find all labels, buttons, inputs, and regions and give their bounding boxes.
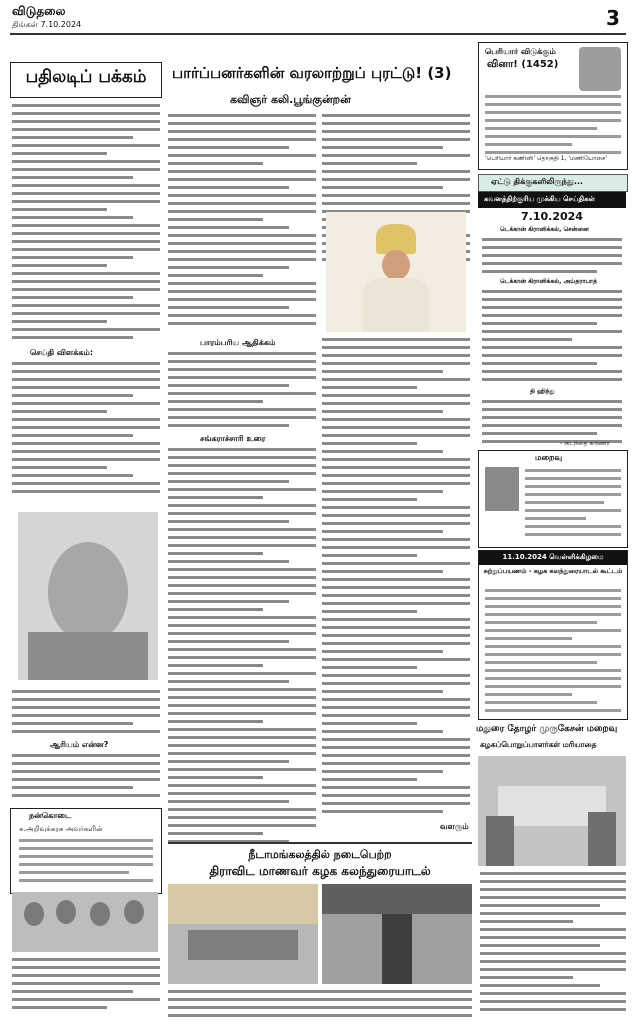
bottom-feature-rule	[168, 842, 472, 844]
tribute-text	[480, 872, 626, 1016]
tribute-subhead: கழகப்பொறுப்பாளர்கள் மரியாதை	[480, 740, 597, 749]
page-number: 3	[606, 6, 620, 30]
periyar-box-title: பெரியார் விடுக்கும்	[485, 47, 556, 56]
left-question: ஆரியம் என்ன?	[50, 740, 109, 749]
source-2: டெக்கான் கிரானிக்கல், அய்தராபாத்	[500, 278, 597, 285]
periyar-box-footer: 'பெரியார் கணினி' தொகுதி 1, 'மணியோசை'	[485, 155, 607, 162]
series-signature: - குடந்தை கருணா	[560, 440, 610, 447]
periyar-question-box	[478, 42, 628, 170]
left-column-text-1	[12, 104, 160, 344]
program-date-bar	[479, 551, 627, 565]
obituary-box	[478, 450, 628, 548]
left-column-text-5	[12, 958, 160, 1014]
periyar-box-subtitle: வினா! (1452)	[487, 59, 559, 70]
series-date: 7.10.2024	[521, 210, 583, 223]
obituary-label: மறைவு	[535, 453, 563, 462]
obituary-photo	[485, 467, 519, 511]
main-column-2-text-b	[322, 338, 470, 818]
program-title: சுற்றுப்பயணம் - கழக கலந்துரையாடல் கூட்டம்	[483, 567, 623, 575]
left-column-text-3	[12, 690, 160, 738]
event-photo-1	[168, 884, 318, 984]
donation-note	[10, 808, 162, 894]
program-box	[478, 550, 628, 720]
section-title-box	[10, 62, 162, 98]
masthead-rule	[10, 33, 626, 35]
subhead-parampariya: பாரம்பரிய ஆதிக்கம்	[200, 338, 276, 347]
article-illustration	[326, 212, 466, 332]
tribute-photo	[478, 756, 626, 866]
periyar-portrait	[579, 47, 621, 91]
left-subhead-1: செய்தி விளக்கம்:	[30, 348, 94, 357]
tribute-headline: மதுரை தோழர் முருகேசன் மறைவு	[476, 724, 618, 734]
bottom-headline-2: திராவிட மாணவர் கழக கலந்துரையாடல்	[209, 864, 431, 878]
program-date: 11.10.2024 வெள்ளிக்கிழமை	[502, 553, 604, 561]
byline: கவிஞர் கலி.பூங்குன்றன்	[230, 93, 351, 106]
main-headline: பார்ப்பனர்களின் வரலாற்றுப் புரட்டு! (3)	[172, 64, 452, 82]
donation-line: சு.அறிவுக்கரசு அவர்களின்	[19, 825, 103, 833]
paper-name: விடுதலை	[12, 4, 66, 18]
main-column-1-text-b	[168, 352, 316, 432]
portrait-photo	[18, 512, 158, 680]
series-headline: கவனத்திற்குரிய முக்கிய செய்திகள்	[484, 195, 595, 203]
source-3: தி ஹிந்து	[530, 388, 555, 395]
event-photo-2	[322, 884, 472, 984]
subhead-sankaracharya: சங்கராச்சாரி உரை	[200, 434, 266, 443]
bottom-caption	[168, 990, 472, 1022]
sign-off: வளரும்	[440, 822, 469, 831]
date-line: திங்கள் 7.10.2024	[12, 20, 82, 29]
main-column-1-text-c	[168, 448, 316, 848]
bottom-headline-1: நீடாமங்கலத்தில் நடைபெற்ற	[248, 848, 392, 861]
series-headline-bar	[478, 192, 626, 208]
series-banner	[478, 174, 628, 192]
left-column-text-2	[12, 362, 160, 498]
donation-title: நன்கொடை	[29, 811, 72, 820]
masthead	[0, 0, 636, 36]
main-column-1-text	[168, 114, 316, 330]
series-banner-title: ஏட்டு திக்குகளிலிருந்து...	[491, 177, 583, 186]
donation-photo	[12, 892, 158, 952]
source-1: டெக்கான் கிரானிக்கல், சென்னை	[500, 226, 589, 233]
left-column-text-4	[12, 754, 160, 802]
section-title: பதிலடிப் பக்கம்	[25, 67, 147, 87]
